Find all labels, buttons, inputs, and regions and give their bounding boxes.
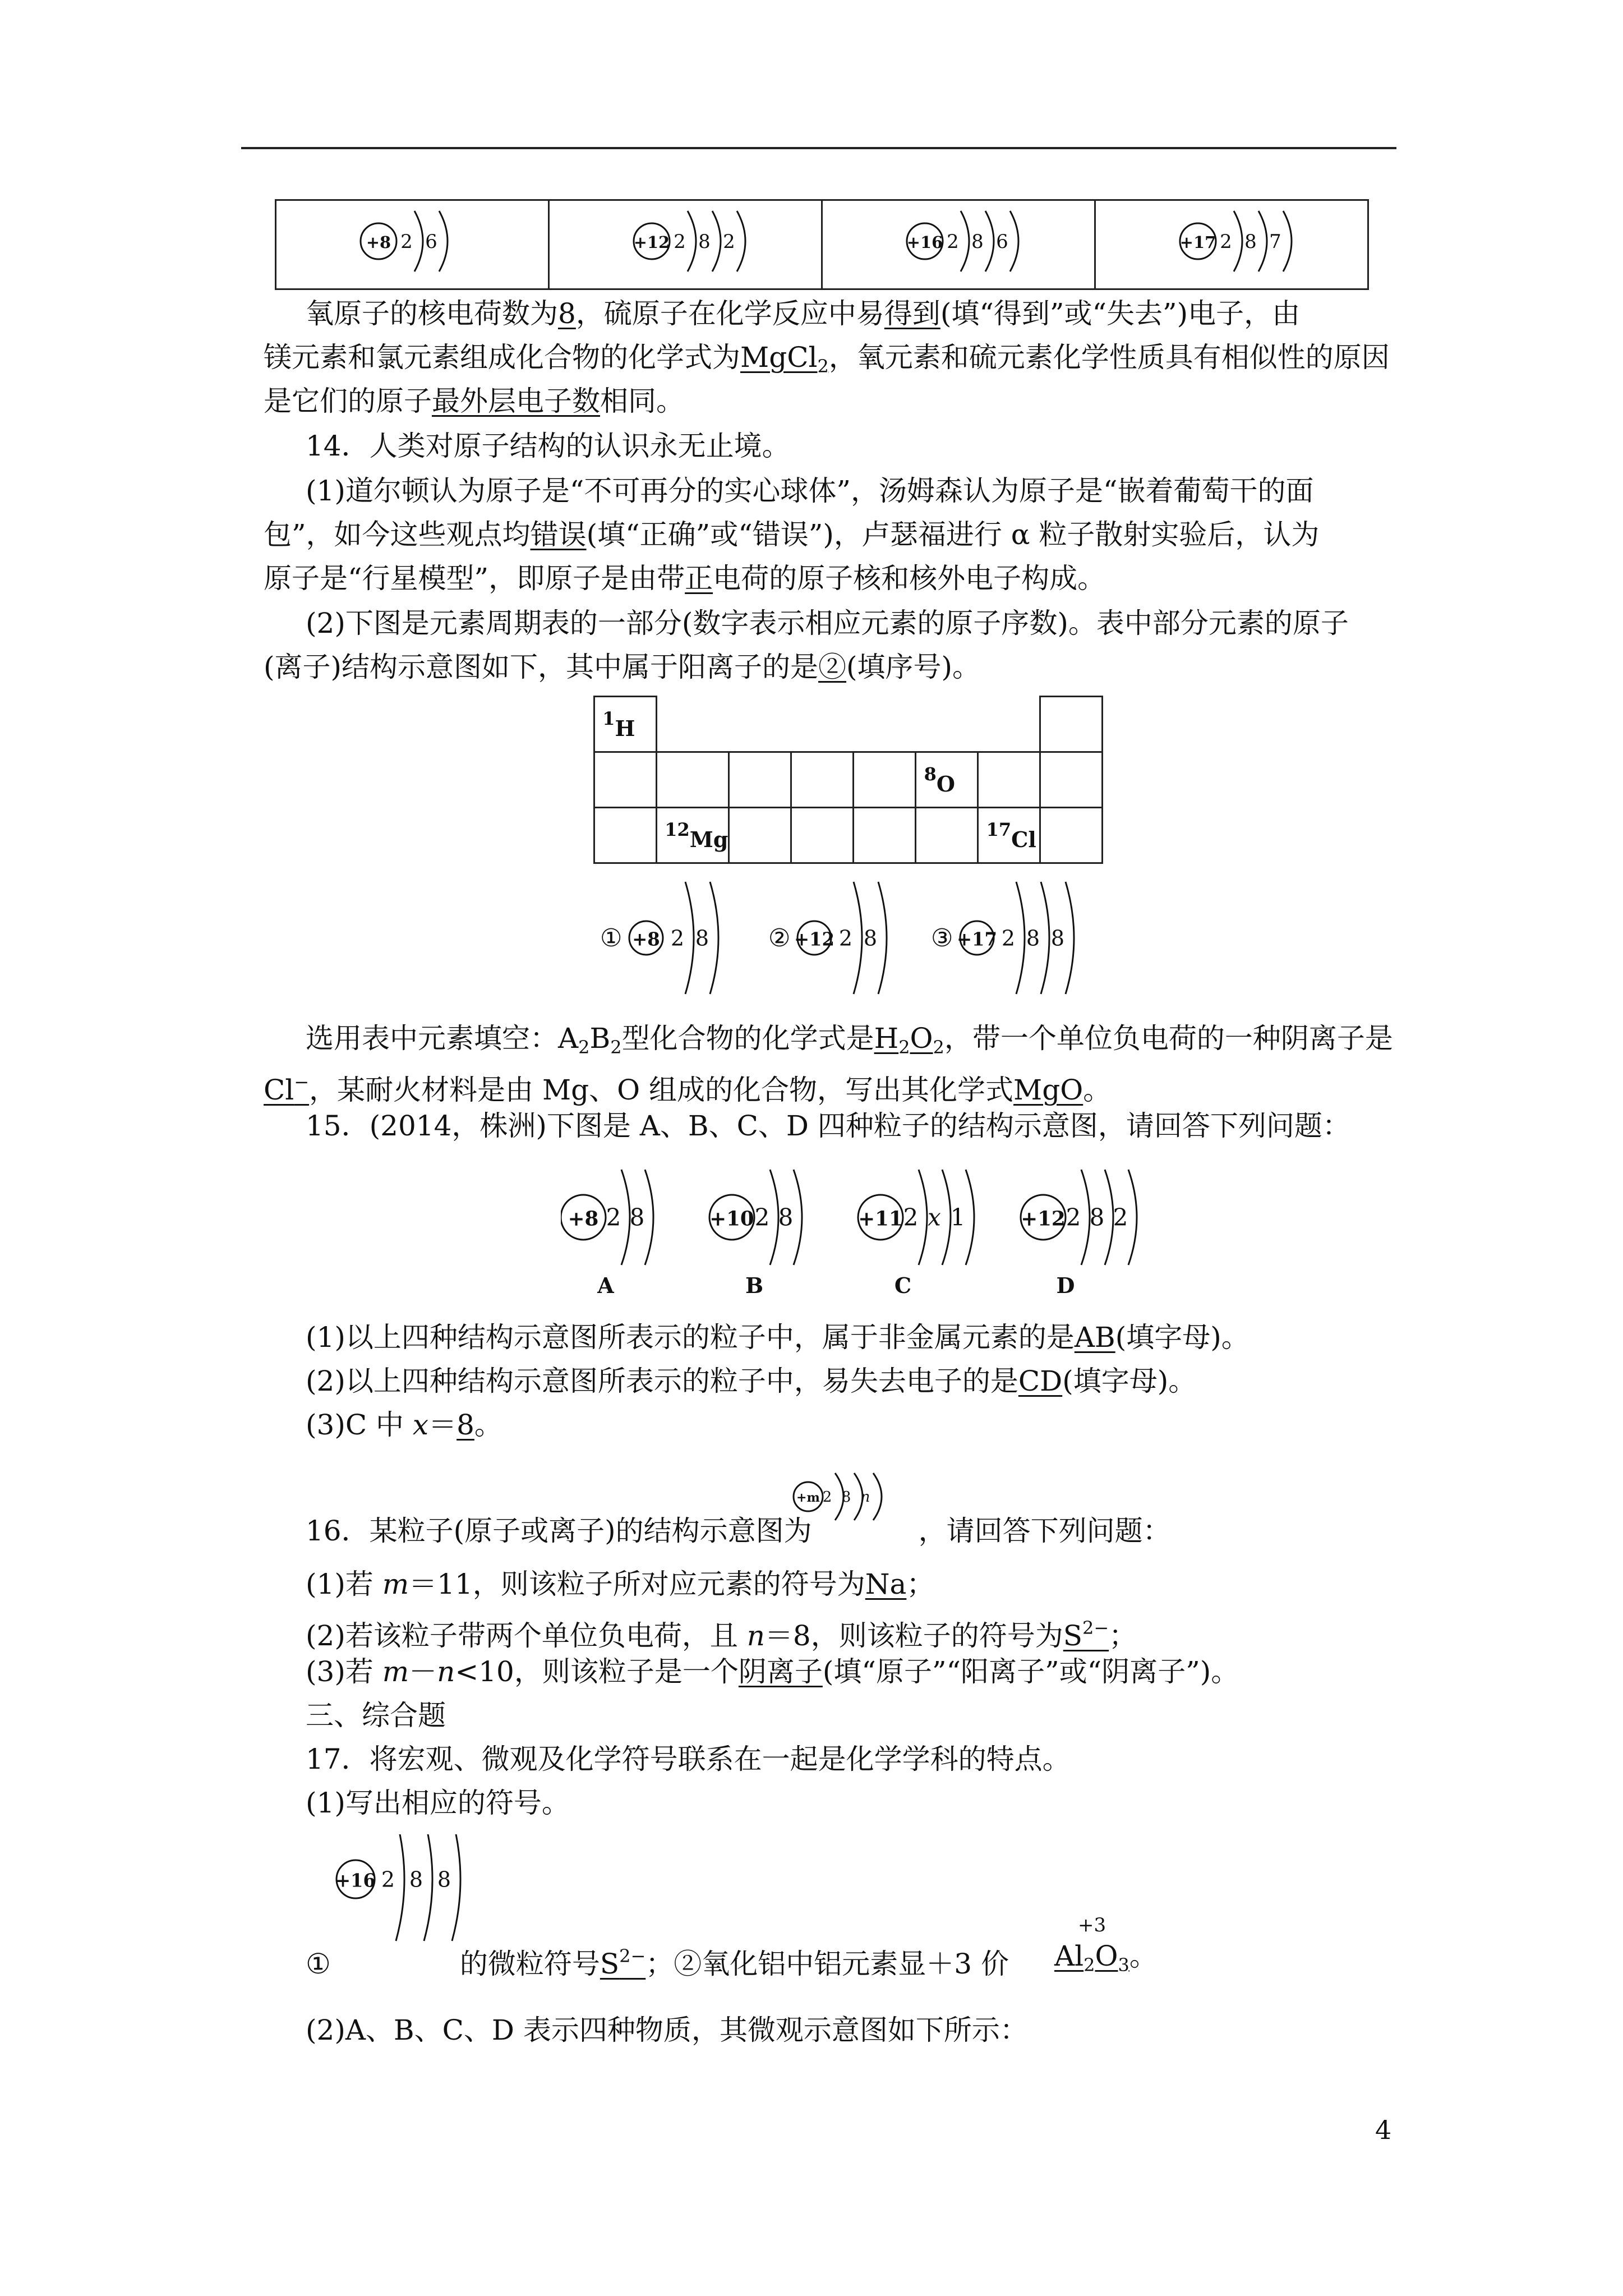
question-text: ① 的微粒符号$S^{2-}$；②氧化铝中铝元素显＋3 价	[306, 1945, 1009, 1980]
page-number: 4	[1375, 2115, 1392, 2145]
atom-diagram	[823, 201, 1094, 282]
electron-shell-arc	[985, 211, 994, 272]
shell-electron-count: 2	[838, 926, 853, 951]
answer-line: (1)以上四种结构示意图所表示的粒子中，属于非金属元素的是AB(填字母)。	[306, 1321, 1249, 1354]
atom-diagram-table	[275, 199, 1369, 290]
question-text: (离子)结构示意图如下，其中属于阳离子的是②(填序号)。	[264, 651, 981, 683]
question-15-title: 15．(2014，株洲)下图是 A、B、C、D 四种粒子的结构示意图，请回答下列问题：	[306, 1110, 1350, 1142]
answer-line: (2)以上四种结构示意图所表示的粒子中，易失去电子的是CD(填字母)。	[306, 1365, 1197, 1397]
element-cell-h: $^1$H	[594, 697, 657, 752]
element-cell-mg: $^{12}$Mg	[657, 808, 729, 863]
electron-shell-arc	[1081, 1170, 1090, 1265]
shell-electron-count: 2	[1001, 926, 1016, 951]
electron-shell-arc	[710, 882, 718, 994]
element-cell-empty	[1040, 697, 1103, 752]
nucleus-charge: +12	[1021, 1207, 1066, 1231]
shell-electron-count: 2	[674, 230, 686, 253]
periodic-table-fragment	[593, 696, 1103, 864]
answer-line: 镁元素和氯元素组成化合物的化学式为MgCl$_2$，氧元素和硫元素化学性质具有相似性的原因	[264, 341, 1390, 377]
electron-shell-arc	[1234, 211, 1242, 272]
electron-shell-arc	[1128, 1170, 1137, 1265]
shell-electron-count: 2	[822, 1489, 832, 1506]
electron-shell-arc	[414, 211, 423, 272]
shell-electron-count: 6	[996, 230, 1008, 253]
electron-shell-arc	[621, 1170, 630, 1265]
nucleus-charge: +11	[858, 1207, 903, 1231]
particle-diagram-generic	[782, 1470, 895, 1537]
electron-shell-arc	[452, 1834, 460, 1941]
electron-shell-arc	[770, 1170, 778, 1265]
question-text: Cl−，某耐火材料是由 Mg、O 组成的化合物，写出其化学式MgO。	[264, 1071, 1112, 1106]
shell-electron-count: 2	[723, 230, 735, 253]
electron-shell-arc	[645, 1170, 653, 1265]
question-text: (2)A、B、C、D 表示四种物质，其微观示意图如下所示：	[306, 2014, 1028, 2046]
ion-diagrams	[600, 875, 1161, 1015]
shell-electron-count: 8	[629, 1203, 645, 1231]
shell-electron-count: 8	[778, 1203, 794, 1231]
atom-diagram	[1096, 201, 1367, 282]
nucleus-charge: +8	[568, 1207, 599, 1231]
shell-electron-count: 1	[950, 1203, 966, 1231]
shell-electron-count: 6	[425, 230, 437, 253]
electron-shell-arc	[873, 1473, 882, 1520]
diagram-label: D	[1056, 1273, 1075, 1298]
question-text: 原子是“行星模型”，即原子是由带正电荷的原子核和核外电子构成。	[264, 562, 1106, 595]
shell-electron-count: 8	[409, 1867, 423, 1892]
nucleus-charge: +16	[335, 1870, 376, 1892]
question-text: (1)道尔顿认为原子是“不可再分的实心球体”，汤姆森认为原子是“嵌着葡萄干的面	[306, 475, 1314, 507]
shell-electron-count: 8	[1026, 926, 1040, 951]
question-16-title: 16．某粒子(原子或离子)的结构示意图为 ，请回答下列问题：	[306, 1515, 1171, 1547]
electron-shell-arc	[712, 211, 721, 272]
electron-shell-arc	[737, 211, 745, 272]
nucleus-charge: +8	[632, 928, 660, 950]
electron-shell-arc	[439, 211, 448, 272]
answer-line: (2)若该粒子带两个单位负电荷，且 n＝8，则该粒子的符号为$S^{2-}$；	[306, 1617, 1137, 1652]
atom-cell	[549, 200, 822, 289]
electron-shell-arc	[396, 1834, 404, 1941]
nucleus-charge: +10	[709, 1207, 754, 1231]
valence-mark: +3	[1078, 1914, 1106, 1936]
diagram-label: C	[894, 1273, 912, 1298]
diagram-label: ③	[931, 924, 953, 953]
electron-shell-arc	[942, 1170, 951, 1265]
section-heading: 三、综合题	[306, 1699, 446, 1732]
question-text: (1)写出相应的符号。	[306, 1787, 570, 1819]
electron-shell-arc	[424, 1834, 432, 1941]
shell-electron-count: 2	[903, 1203, 919, 1231]
nucleus-charge: +17	[1179, 232, 1216, 252]
electron-shell-arc	[1016, 882, 1025, 994]
answer-line: (3)若 m－n<10，则该粒子是一个阴离子(填“原子”“阳离子”或“阴离子”)。	[306, 1655, 1239, 1688]
shell-electron-count: 8	[698, 230, 711, 253]
answer-line: 氧原子的核电荷数为8，硫原子在化学反应中易得到(填“得到”或“失去”)电子，由	[306, 297, 1301, 330]
nucleus-charge: +8	[366, 232, 391, 252]
question-14-title: 14．人类对原子结构的认识永无止境。	[306, 430, 790, 462]
nucleus-charge: +16	[906, 232, 943, 252]
answer-line: 是它们的原子最外层电子数相同。	[264, 385, 684, 417]
electron-shell-arc	[794, 1170, 802, 1265]
shell-electron-count: 2	[754, 1203, 770, 1231]
shell-electron-count: 8	[1089, 1203, 1105, 1231]
electron-shell-arc	[878, 882, 887, 994]
element-cell-o: $^8$O	[916, 752, 978, 808]
shell-electron-count: 2	[1113, 1203, 1128, 1231]
shell-electron-count: 2	[947, 230, 959, 253]
diagram-label: A	[597, 1273, 614, 1298]
shell-electron-count: 8	[841, 1489, 851, 1506]
electron-shell-arc	[919, 1170, 927, 1265]
atom-cell	[822, 200, 1095, 289]
shell-electron-count: 8	[863, 926, 878, 951]
answer-line: (1)若 m＝11，则该粒子所对应元素的符号为Na；	[306, 1568, 935, 1600]
shell-electron-count: 8	[695, 926, 709, 951]
question-text: 选用表中元素填空：$A_2B_2$型化合物的化学式是$H_2O_2$，带一个单位负电荷的一种阴离子是	[306, 1022, 1393, 1058]
atom-cell	[276, 200, 549, 289]
nucleus-charge: +m	[796, 1490, 820, 1506]
electron-shell-arc	[966, 1170, 974, 1265]
shell-electron-count: 2	[400, 230, 413, 253]
nucleus-charge: +12	[794, 928, 835, 950]
shell-electron-count: 8	[437, 1867, 451, 1892]
electron-shell-arc	[1066, 882, 1074, 994]
electron-shell-arc	[1283, 211, 1292, 272]
shell-electron-count: 7	[1269, 230, 1281, 253]
electron-shell-arc	[1010, 211, 1018, 272]
shell-electron-count: 8	[1244, 230, 1257, 253]
diagram-label: ②	[768, 924, 791, 953]
electron-shell-arc	[961, 211, 969, 272]
al2o3-formula: $Al_2O_3$。	[1054, 1940, 1158, 1976]
shell-electron-count: 2	[606, 1203, 621, 1231]
diagram-label: B	[745, 1273, 764, 1298]
atom-cell	[1095, 200, 1368, 289]
question-17-title: 17．将宏观、微观及化学符号联系在一起是化学学科的特点。	[306, 1743, 1071, 1775]
atom-diagram	[550, 201, 821, 282]
shell-electron-count: 8	[1050, 926, 1065, 951]
electron-shell-arc	[854, 882, 862, 994]
electron-shell-arc	[1041, 882, 1049, 994]
question-text: (2)下图是元素周期表的一部分(数字表示相应元素的原子序数)。表中部分元素的原子	[306, 607, 1349, 639]
nucleus-charge: +12	[633, 232, 670, 252]
question-text: 包”，如今这些观点均错误(填“正确”或“错误”)，卢瑟福进行 α 粒子散射实验后，认为	[264, 518, 1320, 551]
diagram-label: ①	[600, 924, 623, 953]
electron-shell-arc	[685, 882, 694, 994]
atom-diagram	[276, 201, 548, 282]
electron-shell-arc	[1105, 1170, 1113, 1265]
answer-line: (3)C 中 x＝8。	[306, 1409, 502, 1441]
electron-shell-arc	[688, 211, 696, 272]
electron-shell-arc	[1258, 211, 1267, 272]
shell-electron-count: x	[928, 1203, 941, 1231]
element-cell-cl: $^{17}$Cl	[978, 808, 1040, 863]
shell-electron-count: 2	[1066, 1203, 1081, 1231]
nucleus-charge: +17	[956, 928, 998, 950]
particle-diagrams	[561, 1156, 1178, 1301]
shell-electron-count: 2	[1220, 230, 1232, 253]
shell-electron-count: 8	[971, 230, 984, 253]
shell-electron-count: n	[860, 1489, 870, 1506]
header-rule	[241, 147, 1396, 149]
shell-electron-count: 2	[381, 1867, 395, 1892]
shell-electron-count: 2	[670, 926, 685, 951]
